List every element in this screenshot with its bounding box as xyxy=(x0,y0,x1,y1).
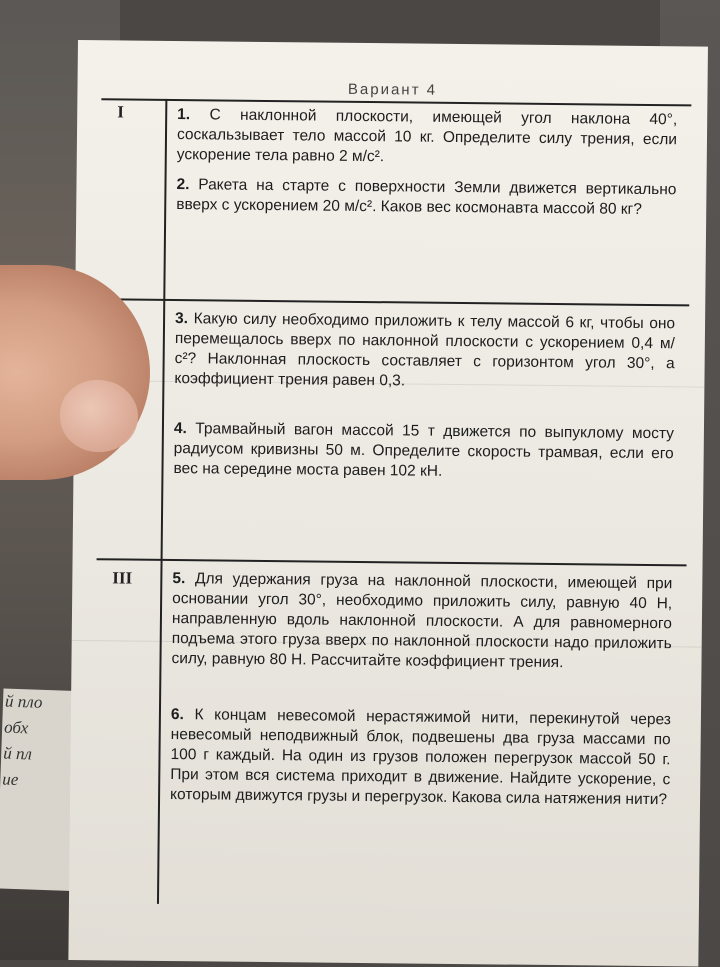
task-1 xyxy=(177,105,678,170)
task-number: 5. xyxy=(172,570,186,588)
task-number: 3. xyxy=(174,310,189,328)
task-text: К концам невесомой нерастяжимой нити, перекинутой через невесомый неподвижный блок, подвешены два груза массами по 100 г каждый. На один из грузов положен перегрузок массой 50 г. При этом вся система приходит в движение. Найдите ускорение, с которым движутся грузы и перегрузок. Какова сила натяжения нити? xyxy=(170,706,671,809)
task-text: Ракета на старте с поверхности Земли движется вертикально вверх с ускорением 20 м/с². Каков вес космонавта массой 80 кг? xyxy=(176,176,677,218)
task-text: Какую силу необходимо приложить к телу массой 6 кг, чтобы оно перемещалось вверх по наклонной плоскости с ускорением 0,4 м/с²? Наклонная плоскость составляет с горизонтом угол 30°, а коэффициент трения равен 0,3. xyxy=(174,310,676,390)
task-text: С наклонной плоскости, имеющей угол наклона 40°, соскальзывает тело массой 10 кг. Определите силу трения, если ускорение тела равно 2 м/с². xyxy=(176,106,678,166)
table-column-divider xyxy=(157,99,167,904)
section-label-iii: III xyxy=(112,568,133,588)
task-text: Для удержания груза на наклонной плоскости, имеющей при основании угол 30°, необходимо приложить силу, равную 40 Н, направленную вдоль наклонной плоскости. А для равномерного подъема этого груза вверх по наклонной плоскости надо приложить силу, равную 80 Н. Рассчитайте коэффициент трения. xyxy=(171,570,673,672)
task-number: 2. xyxy=(176,176,190,194)
task-4 xyxy=(173,419,674,484)
thumbnail xyxy=(60,380,138,452)
background-fragment: й пло xyxy=(4,691,43,712)
background-fragment: ие xyxy=(2,769,19,790)
section-divider xyxy=(97,558,687,566)
task-5 xyxy=(171,569,672,674)
task-text: Трамвайный вагон массой 15 т движется по выпуклому мосту радиусом кривизны 50 м. Определите скорость трамвая, если его вес на середине моста равен 102 кН. xyxy=(173,420,675,480)
task-number: 6. xyxy=(170,706,184,724)
task-6 xyxy=(170,705,671,810)
background-fragment: й пл xyxy=(2,743,33,764)
background-fragment: обх xyxy=(3,717,29,738)
task-number: 4. xyxy=(173,420,187,438)
section-label-i: I xyxy=(117,102,124,122)
task-3 xyxy=(174,309,675,394)
section-divider xyxy=(99,298,689,306)
worksheet-paper xyxy=(68,40,708,967)
task-2 xyxy=(176,175,676,220)
variant-title: Вариант 4 xyxy=(347,80,438,99)
task-number: 1. xyxy=(177,106,191,124)
